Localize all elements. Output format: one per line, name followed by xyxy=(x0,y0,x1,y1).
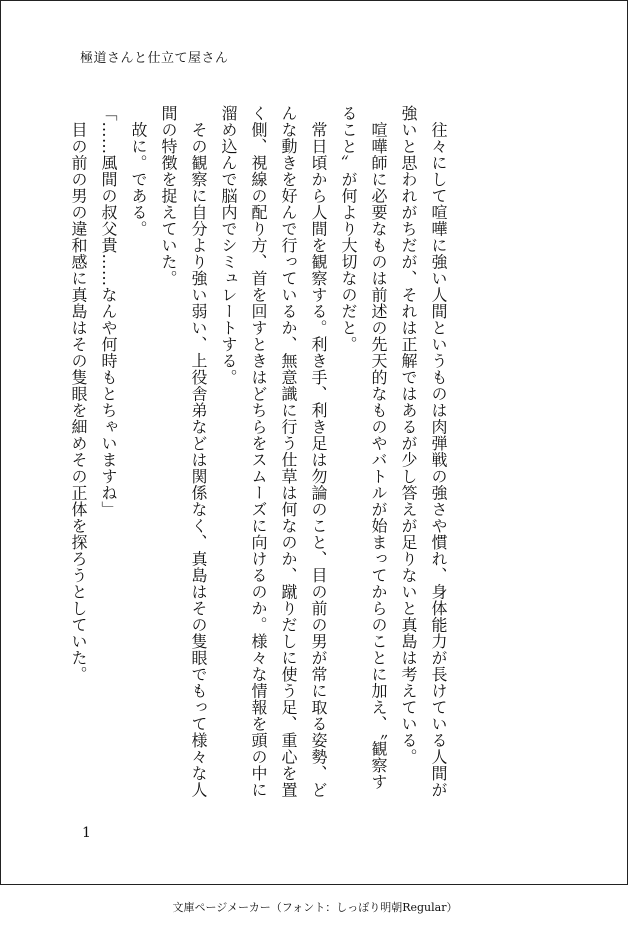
vertical-body-text xyxy=(69,105,453,805)
paragraph: 故に。である。 xyxy=(129,105,148,237)
footer-credit: 文庫ページメーカー（フォント：しっぽり明朝Regular） xyxy=(172,901,458,914)
paragraph: 往々にして喧嘩に強い人間というものは肉弾戦の強さや慣れ、身体能力が長けている人間が強いと思われがちだが、それは正解ではあるが少し答えが足りないと真島は考えている。 xyxy=(399,105,448,798)
running-header-title: 極道さんと仕立て屋さん xyxy=(80,51,229,66)
paragraph: 「……風間の叔父貴……なんや何時もとちゃいますね」 xyxy=(99,105,118,518)
paragraph: 常日頃から人間を観察する。利き手、利き足は勿論のこと、目の前の男が常に取る姿勢、どんな動きを好んで行っているか、無意識に行う仕草は何なのか、蹴りだしに使う足、重心を置く側、視線の配り方、首を回すときはどちらをスムーズに向けるのか。様々な情報を頭の中に溜め込んで脳内でシミュレートする。 xyxy=(219,105,328,798)
paragraph: 目の前の男の違和感に真島はその隻眼を細めその正体を探ろうとしていた。 xyxy=(69,105,88,683)
paragraph: 喧嘩師に必要なものは前述の先天的なものやバトルが始まってからのことに加え、〝観察すること〟が何より大切なのだと。 xyxy=(339,105,388,790)
paragraph: その観察に自分より強い弱い、上役舎弟などは関係なく、真島はその隻眼でもって様々な人間の特徴を捉えていた。 xyxy=(159,105,208,798)
page-number: 1 xyxy=(82,825,91,841)
